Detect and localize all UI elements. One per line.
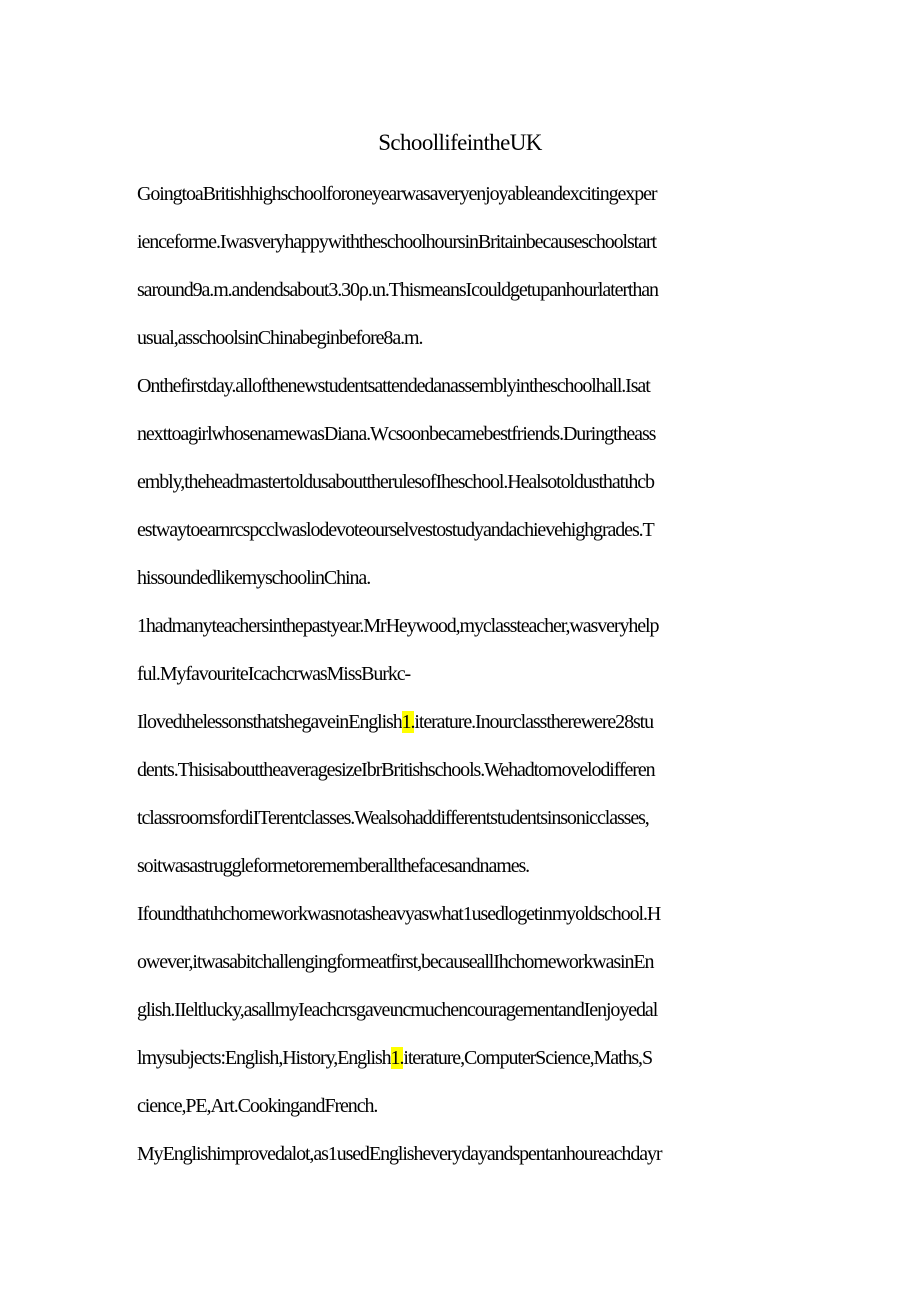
text-line — [137, 704, 787, 752]
text-line — [137, 320, 787, 368]
text-line — [137, 656, 787, 704]
text-line — [137, 224, 787, 272]
text-line — [137, 800, 787, 848]
line-text: iterature.Inourclasstherewere28stu — [414, 711, 654, 733]
text-line — [137, 560, 787, 608]
line-text: 1hadmanyteachersinthepastyear.MrHeywood,myclassteacher,wasveryhelp — [137, 615, 659, 637]
text-line — [137, 272, 787, 320]
line-text: usual,asschoolsinChinabeginbefore8a.m. — [137, 327, 423, 349]
line-text: soitwasastruggleformetorememberallthefacesandnames. — [137, 855, 530, 877]
line-text: Onthefirstday.allofthenewstudentsattendedanassemblyintheschoolhall.Isat — [137, 375, 650, 397]
line-text: dents.ThisisabouttheaveragesizeIbrBritishschools.Wehadtomovelodifferen — [137, 759, 655, 781]
text-line — [137, 944, 787, 992]
line-text: cience,PE,Art.CookingandFrench. — [137, 1095, 378, 1117]
line-text: ienceforme.IwasveryhappywiththeschoolhoursinBritainbecauseschoolstart — [137, 231, 656, 253]
text-line — [137, 1040, 787, 1088]
text-line — [137, 416, 787, 464]
line-text: nexttoagirlwhosenamewasDiana.Wcsoonbecamebestfriends.Duringtheass — [137, 423, 656, 445]
text-line — [137, 176, 787, 224]
line-text: ful.MyfavouriteIcachcrwasMissBurkc- — [137, 663, 411, 685]
line-text: hissoundedlikemyschoolinChina. — [137, 567, 371, 589]
line-text: lmysubjects:English,History,English — [137, 1047, 391, 1069]
text-line — [137, 1088, 787, 1136]
line-text: MyEnglishimprovedalot,as1usedEnglisheverydayandspentanhoureachdayr — [137, 1143, 662, 1165]
text-line — [137, 512, 787, 560]
line-text: saround9a.m.andendsabout3.30ρ.ιn.ThismeansIcouldgetupanhourlaterthan — [137, 279, 658, 301]
document-title: SchoollifeintheUK — [378, 130, 542, 155]
highlighted-text: 1. — [401, 711, 415, 733]
line-text: IlovedιhelessonsthatshegaveinEnglish — [137, 711, 402, 733]
line-text: owever,itwasabitchallengingformeatfirst,becauseallIhchomeworkwasinEn — [137, 951, 654, 973]
line-text: glish.IIeltlucky,asallmyIeachcrsgaveιncmuchencouragementandIenjoyedal — [137, 999, 658, 1021]
text-line — [137, 1136, 787, 1184]
line-text: tclassroomsfordiITerentclasses.Wealsohaddifferentstudentsinsonicclasses, — [137, 807, 649, 829]
text-line — [137, 464, 787, 512]
text-line — [137, 992, 787, 1040]
line-text: iterature,ComputerScience,Maths,S — [403, 1047, 652, 1069]
text-line — [137, 896, 787, 944]
text-line — [137, 608, 787, 656]
line-text: GoingtoaBritishhighschoolforoneyearwasaveryenjoyableandexcitingexper — [137, 183, 657, 205]
text-line — [137, 752, 787, 800]
line-text: embly,theheadmastertoldusabouttherulesofIheschool.Healsotoldusthatιhcb — [137, 471, 654, 493]
line-text: Ifoundthatιhchomeworkwasnotasheavyaswhat1usedlogetinmyoldschool.H — [137, 903, 661, 925]
document-body — [137, 176, 787, 1184]
text-line — [137, 368, 787, 416]
line-text: estwaytoearnrcspcclwaslodevoteourselvestostudyandachievehighgrades.T — [137, 519, 654, 541]
text-line — [137, 848, 787, 896]
highlighted-text: 1. — [390, 1047, 404, 1069]
